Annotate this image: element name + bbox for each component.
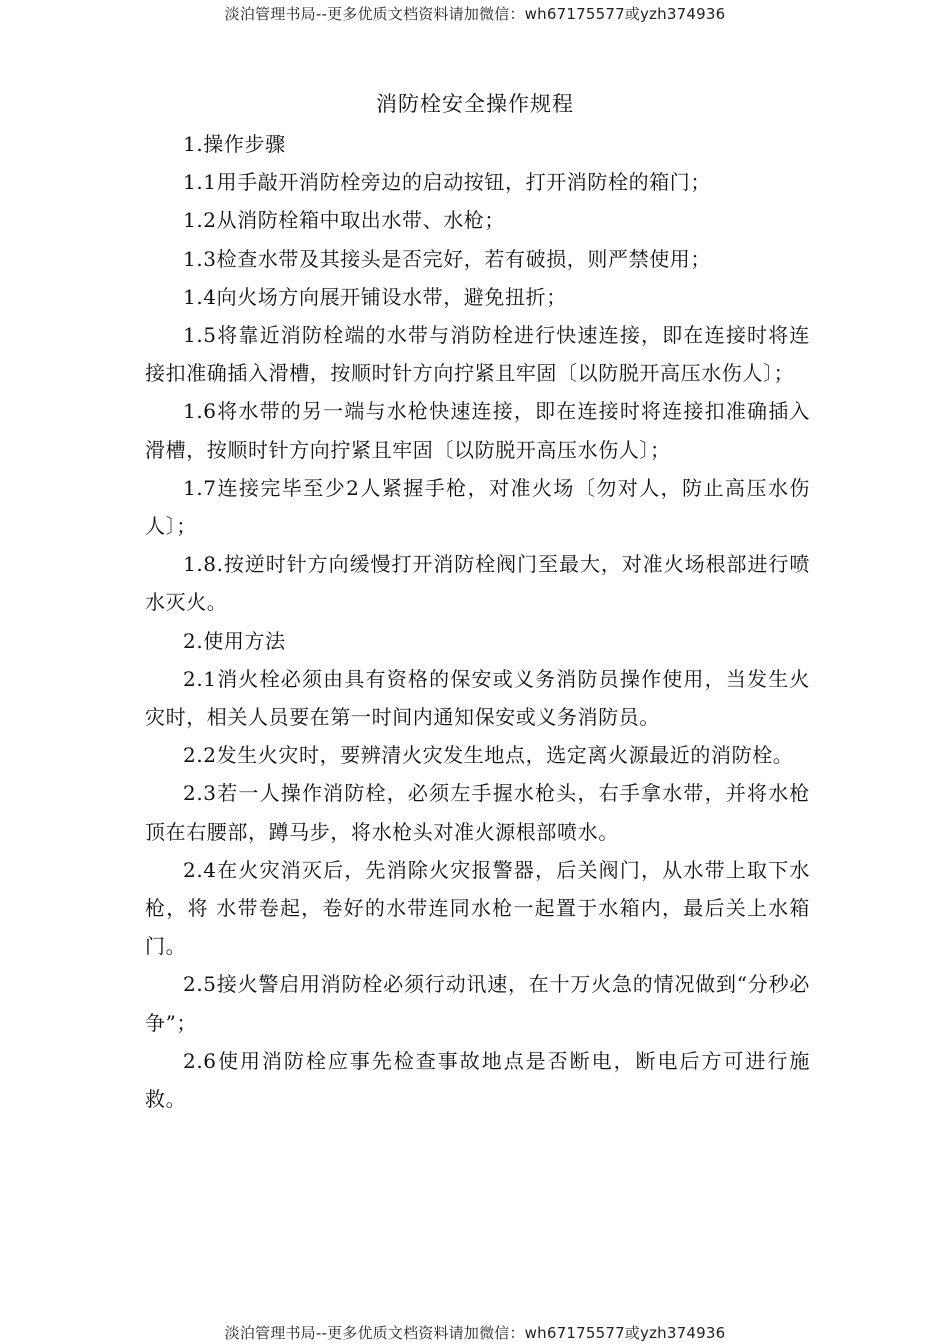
step-paragraph: 1.1用手敲开消防栓旁边的启动按钮，打开消防栓的箱门；	[183, 170, 712, 195]
section-heading: 1.操作步骤	[183, 132, 286, 156]
page-footer: 淡泊管理书局--更多优质文档资料请加微信：wh67175577或yzh374936	[224, 1324, 726, 1342]
method-paragraph: 2.2发生火灾时，要辨清火灾发生地点，选定离火源最近的消防栓。	[183, 743, 794, 768]
step-paragraph: 1.3检查水带及其接头是否完好，若有破损，则严禁使用；	[183, 246, 712, 271]
method-paragraph: 2.4在火灾消灭后，先消除火灾报警器，后关阀门，从水带上取下水枪，将 水带卷起，卷好的水带连同水枪一起置于水箱内，最后关上水箱门。	[145, 857, 810, 959]
method-paragraph: 2.1消火栓必须由具有资格的保安或义务消防员操作使用，当发生火灾时，相关人员要在第一时间内通知保安或义务消防员。	[145, 666, 810, 730]
method-paragraph: 2.6使用消防栓应事先检查事故地点是否断电，断电后方可进行施救。	[145, 1048, 810, 1112]
document-title: 消防栓安全操作规程	[376, 92, 574, 116]
step-paragraph: 1.2从消防栓箱中取出水带、水枪；	[183, 208, 506, 233]
step-paragraph: 1.4向火场方向展开铺设水带，避免扭折；	[183, 284, 567, 309]
method-paragraph: 2.5接火警启用消防栓必须行动讯速，在十万火急的情况做到“分秒必争”；	[145, 972, 810, 1035]
step-paragraph: 1.8.按逆时针方向缓慢打开消防栓阀门至最大，对准火场根部进行喷水灭火。	[145, 552, 810, 615]
step-paragraph: 1.6将水带的另一端与水枪快速连接，即在连接时将连接扣准确插入滑槽，按顺时针方向拧紧且牢固〔以防脱开高压水伤人〕；	[145, 399, 810, 462]
step-paragraph: 1.7连接完毕至少2人紧握手枪，对准火场〔勿对人，防止高压水伤人〕；	[145, 475, 810, 539]
method-paragraph: 2.3若一人操作消防栓，必须左手握水枪头，右手拿水带，并将水枪顶在右腰部，蹲马步，将水枪头对准火源根部喷水。	[145, 781, 810, 844]
step-paragraph: 1.5将靠近消防栓端的水带与消防栓进行快速连接，即在连接时将连接扣准确插入滑槽，按顺时针方向拧紧且牢固〔以防脱开高压水伤人〕；	[145, 323, 810, 386]
document-body	[145, 125, 810, 1118]
section-heading: 2.使用方法	[183, 628, 286, 653]
page-header: 淡泊管理书局--更多优质文档资料请加微信：wh67175577或yzh374936	[224, 5, 726, 23]
